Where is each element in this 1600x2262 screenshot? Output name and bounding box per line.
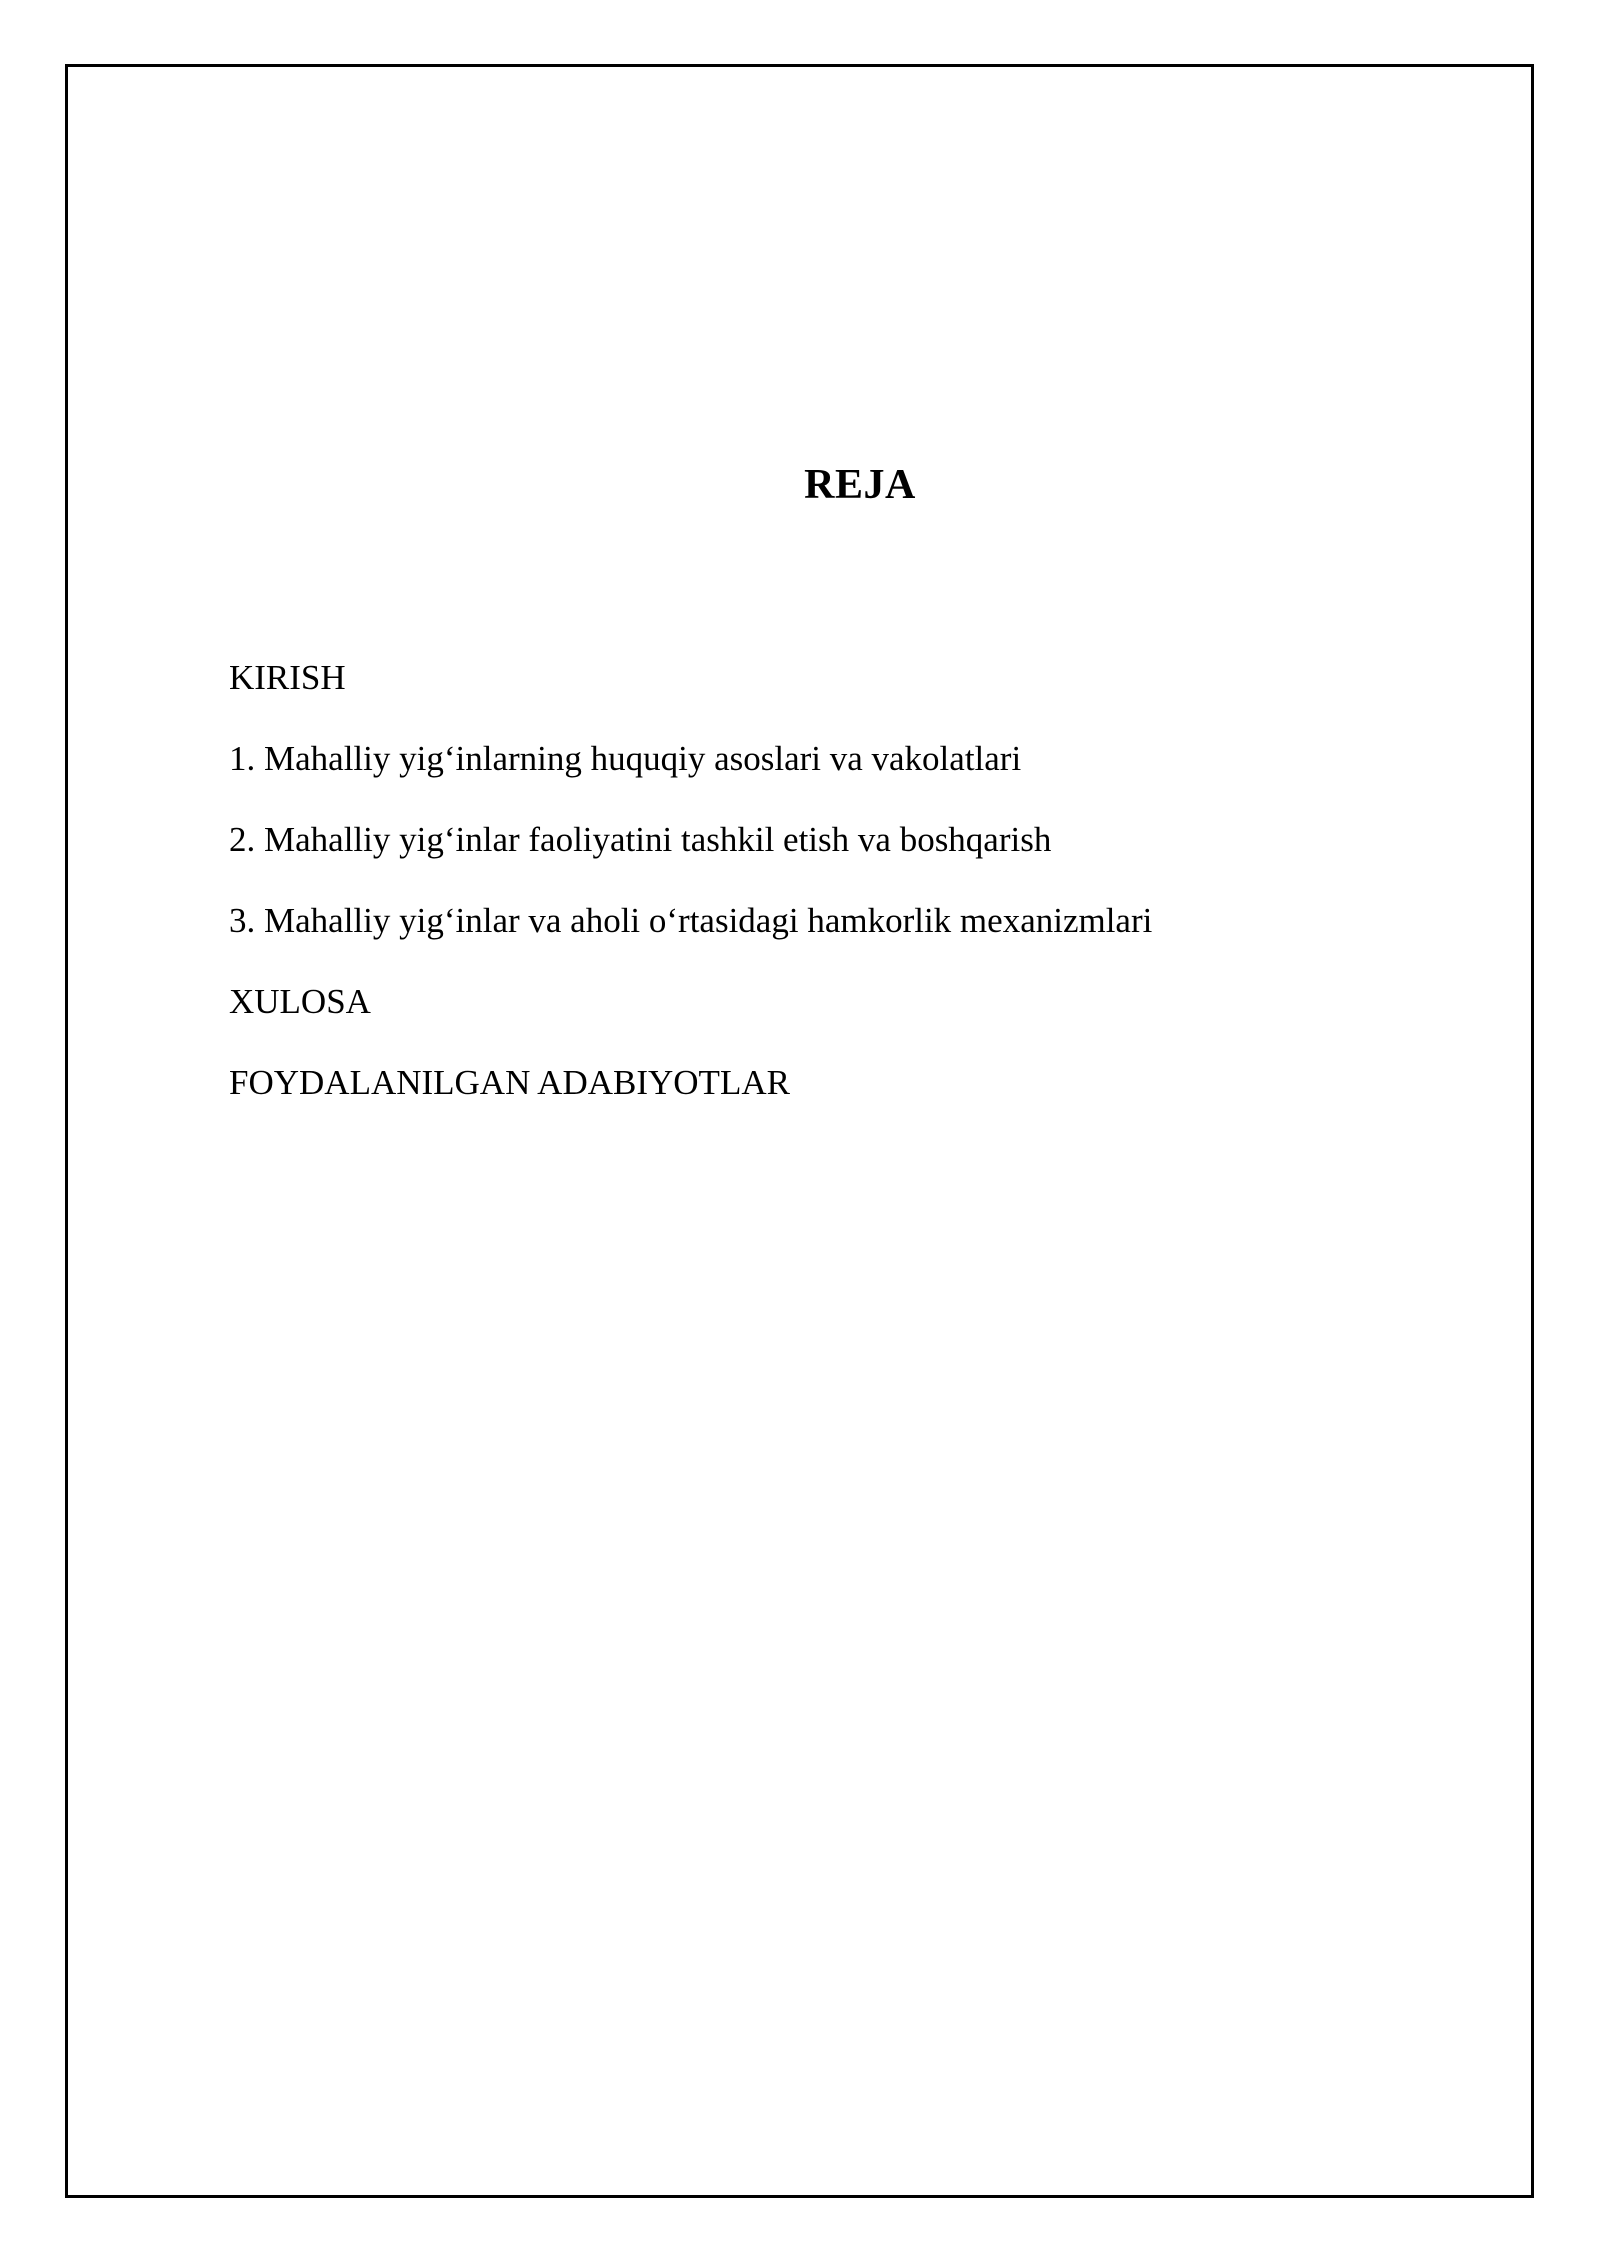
plan-item-conclusion: XULOSA <box>229 982 371 1021</box>
plan-list <box>229 637 1152 1123</box>
plan-item-references: FOYDALANILGAN ADABIYOTLAR <box>229 1063 790 1102</box>
plan-item-1: 1. Mahalliy yig‘inlarning huquqiy asoslari va vakolatlari <box>229 739 1022 778</box>
plan-item-2: 2. Mahalliy yig‘inlar faoliyatini tashkil etish va boshqarish <box>229 820 1052 859</box>
page-title: REJA <box>804 462 916 508</box>
plan-item-3: 3. Mahalliy yig‘inlar va aholi o‘rtasidagi hamkorlik mexanizmlari <box>229 901 1153 940</box>
plan-item-introduction: KIRISH <box>229 658 346 697</box>
page-border <box>65 64 1534 2198</box>
